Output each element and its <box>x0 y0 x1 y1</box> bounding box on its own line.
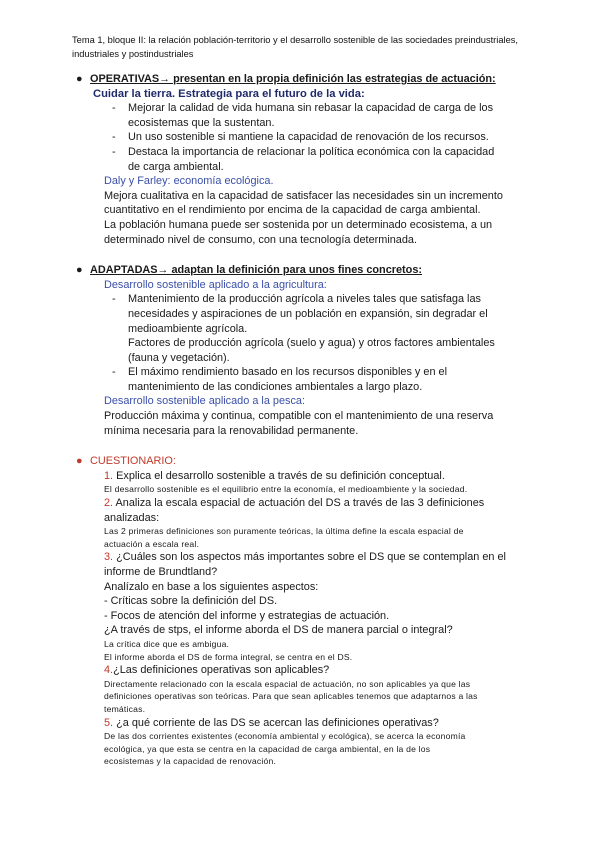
list-item-line: necesidades y aspiraciones de un población en expansión, sin degradar el <box>128 307 488 320</box>
header-line: Tema 1, bloque II: la relación población-territorio y el desarrollo sostenible de las sociedades preindustriales, <box>72 35 518 45</box>
question-3 <box>90 550 530 638</box>
question-number: 3. <box>104 551 114 564</box>
list-item-line: ecosistemas que la sustentan. <box>128 116 275 129</box>
dash-icon: - <box>112 366 116 379</box>
header-line: industriales y postindustriales <box>72 49 194 59</box>
answer-5 <box>90 730 530 768</box>
dash-icon: - <box>112 145 116 158</box>
paragraph-line: Mejora cualitativa en la capacidad de satisfacer las necesidades sin un incremento <box>104 189 503 202</box>
list-item-line: Mantenimiento de la producción agrícola a niveles tales que satisfaga las <box>128 293 481 306</box>
question-line: - Focos de atención del informe y estrategias de actuación. <box>104 609 390 622</box>
list-item-line: Un uso sostenible si mantiene la capacidad de renovación de los recursos. <box>128 131 489 144</box>
answer-line: actuación a escala real. <box>104 538 200 549</box>
question-number: 2. <box>104 497 114 510</box>
list-item-line: Destaca la importancia de relacionar la política económica con la capacidad <box>128 145 495 158</box>
question-line: Analízalo en base a los siguientes aspectos: <box>104 580 319 593</box>
pesca-heading: Desarrollo sostenible aplicado a la pesca: <box>104 395 305 408</box>
question-2 <box>90 496 530 525</box>
question-1 <box>90 469 530 484</box>
question-line: ¿Cuáles son los aspectos más importantes sobre el DS que se contemplan en el <box>113 551 506 564</box>
list-item <box>90 365 530 394</box>
adaptadas-title: ADAPTADAS→ adaptan la definición para unos fines concretos: <box>90 264 423 277</box>
question-number: 4. <box>104 664 114 677</box>
paragraph-line: determinado nivel de consumo, con una tecnología determinada. <box>104 233 418 246</box>
list-item-line: Mejorar la calidad de vida humana sin rebasar la capacidad de carga de los <box>128 102 494 115</box>
question-line: Explica el desarrollo sostenible a través de su definición conceptual. <box>113 469 445 482</box>
answer-line: Directamente relacionado con la escala espacial de actuación, no son aplicables ya que las <box>104 678 471 689</box>
answer-line: La crítica dice que es ambigua. <box>104 638 230 649</box>
question-5 <box>90 716 530 731</box>
question-line: informe de Brundtland? <box>104 566 218 578</box>
paragraph-line: Producción máxima y continua, compatible con el mantenimiento de una reserva <box>104 410 494 423</box>
question-line: ¿a qué corriente de las DS se acercan las definiciones operativas? <box>113 716 439 729</box>
pesca-paragraph <box>90 409 530 438</box>
list-item-line: mantenimiento de las condiciones ambientales a largo plazo. <box>128 380 423 393</box>
question-line: - Críticas sobre la definición del DS. <box>104 595 278 608</box>
document-body <box>76 72 530 768</box>
answer-1 <box>90 483 530 496</box>
answer-line: definiciones operativas son teóricas. Para que sean aplicables tenemos que adaptarnos a las <box>104 691 478 702</box>
paragraph-line: mínima necesaria para la renovabilidad permanente. <box>104 424 359 437</box>
answer-line: De las dos corrientes existentes (economía ambiental y ecológica), se acerca la economía <box>104 731 466 742</box>
answer-line: El desarrollo sostenible es el equilibrio entre la economía, el medioambiente y la sociedad. <box>104 484 468 495</box>
question-4 <box>90 663 530 678</box>
dash-icon: - <box>112 293 116 306</box>
question-line: Analiza la escala espacial de actuación del DS a través de las 3 definiciones <box>113 497 485 510</box>
daly-paragraph <box>90 189 530 247</box>
bullet-icon: ● <box>76 264 83 277</box>
question-line: ¿A través de stps, el informe aborda el DS de manera parcial o integral? <box>104 624 453 637</box>
document-header <box>72 33 542 61</box>
list-item <box>90 145 530 174</box>
question-line: analizadas: <box>104 511 160 524</box>
list-item-line: (fauna y vegetación). <box>128 351 230 364</box>
bullet-icon: ● <box>76 455 83 468</box>
paragraph-line: La población humana puede ser sostenida por un determinado ecosistema, a un <box>104 218 493 231</box>
operativas-heading <box>76 72 530 87</box>
question-number: 1. <box>104 469 114 482</box>
adaptadas-heading <box>76 263 530 278</box>
list-item-line: de carga ambiental. <box>128 160 224 173</box>
dash-icon: - <box>112 102 116 115</box>
daly-heading: Daly y Farley: economía ecológica. <box>104 175 274 188</box>
operativas-subtitle: Cuidar la tierra. Estrategia para el futuro de la vida: <box>93 87 365 100</box>
cuestionario-title: CUESTIONARIO: <box>90 455 176 468</box>
list-item-line: medioambiente agrícola. <box>128 322 248 335</box>
question-line: ¿Las definiciones operativas son aplicables? <box>113 664 330 677</box>
answer-line: El informe aborda el DS de forma integral, se centra en el DS. <box>104 651 353 662</box>
list-item-line: Factores de producción agrícola (suelo y agua) y otros factores ambientales <box>128 337 495 350</box>
bullet-icon: ● <box>76 73 83 85</box>
answer-3 <box>90 638 530 663</box>
answer-line: Las 2 primeras definiciones son puramente teóricas, la última define la escala espacial de <box>104 526 464 537</box>
answer-line: temáticas. <box>104 703 146 714</box>
answer-2 <box>90 525 530 550</box>
question-number: 5. <box>104 716 114 729</box>
paragraph-line: cuantitativo en el rendimiento por encima de la capacidad de carga ambiental. <box>104 204 481 217</box>
answer-line: ecológica, ya que esta se centra en la capacidad de carga ambiental, en la de los <box>104 743 431 754</box>
list-item <box>90 101 530 130</box>
answer-4 <box>90 678 530 716</box>
list-item <box>90 292 530 365</box>
dash-icon: - <box>112 131 116 144</box>
agri-heading: Desarrollo sostenible aplicado a la agricultura: <box>104 278 327 291</box>
operativas-title: OPERATIVAS→ presentan en la propia definición las estrategias de actuación: <box>90 73 496 85</box>
answer-line: ecosistemas y la capacidad de renovación. <box>104 756 277 767</box>
cuestionario-heading <box>76 454 530 469</box>
list-item-line: El máximo rendimiento basado en los recursos disponibles y en el <box>128 366 448 379</box>
list-item <box>90 130 530 145</box>
